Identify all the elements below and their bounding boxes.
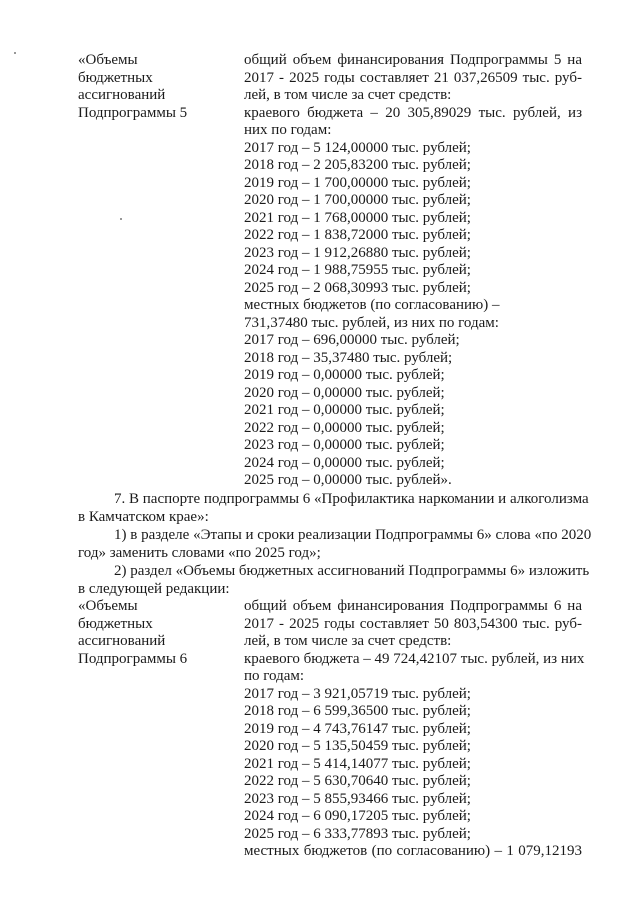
label-line: ассигнований <box>78 633 166 649</box>
scan-speck <box>14 52 16 54</box>
value-line: 2025 год – 6 333,77893 тыс. рублей; <box>244 825 471 842</box>
value-line: 2021 год – 1 768,00000 тыс. рублей; <box>244 209 471 226</box>
value-line: 2019 год – 1 700,00000 тыс. рублей; <box>244 174 471 191</box>
value-line: 2025 год – 0,00000 тыс. рублей». <box>244 472 452 488</box>
paragraph-line: в следующей редакции: <box>78 580 230 597</box>
subprogram-5-budget-table <box>78 52 588 490</box>
paragraph-line: в Камчатском крае»: <box>78 508 209 525</box>
subprogram-6-value <box>244 598 585 861</box>
value-line: них по годам: <box>244 122 332 138</box>
value-line: 2025 год – 2 068,30993 тыс. рублей; <box>244 279 471 296</box>
value-line: общий объем финансирования Подпрограммы 6 на <box>244 598 582 614</box>
label-line: бюджетных <box>78 615 153 632</box>
paragraph-line: 2) раздел «Объемы бюджетных ассигнований Подпрограммы 6» изложить <box>114 563 590 579</box>
label-line: Подпрограммы 6 <box>78 650 188 667</box>
value-line: 2017 год – 3 921,05719 тыс. рублей; <box>244 685 471 702</box>
value-line: 2018 год – 6 599,36500 тыс. рублей; <box>244 703 471 719</box>
value-line: общий объем финансирования Подпрограммы 5 на <box>244 52 582 68</box>
value-line: 2019 год – 0,00000 тыс. рублей; <box>244 367 445 383</box>
value-line: 2022 год – 1 838,72000 тыс. рублей; <box>244 227 471 243</box>
value-line: лей, в том числе за счет средств: <box>244 633 452 649</box>
value-line: 2018 год – 2 205,83200 тыс. рублей; <box>244 157 471 173</box>
value-line: 2023 год – 1 912,26880 тыс. рублей; <box>244 244 471 261</box>
value-line: 2020 год – 5 135,50459 тыс. рублей; <box>244 738 471 754</box>
value-line: краевого бюджета – 49 724,42107 тыс. рублей, из них <box>244 650 585 667</box>
subprogram-5-budget-row <box>78 52 588 490</box>
value-line: местных бюджетов (по согласованию) – 1 079,12193 <box>244 843 582 859</box>
paragraph-line: 1) в разделе «Этапы и сроки реализации Подпрограммы 6» слова «по 2020 <box>114 527 592 543</box>
value-line: 2020 год – 1 700,00000 тыс. рублей; <box>244 192 471 208</box>
value-line: 2018 год – 35,37480 тыс. рублей; <box>244 349 453 366</box>
scan-speck <box>120 218 122 220</box>
value-line: 2021 год – 0,00000 тыс. рублей; <box>244 402 445 418</box>
item-7-1-paragraph <box>78 527 592 562</box>
value-line: по годам: <box>244 668 305 684</box>
paragraph-line: год» заменить словами «по 2025 год»; <box>78 544 321 561</box>
value-line: краевого бюджета – 20 305,89029 тыс. рублей, из <box>244 104 582 121</box>
value-line: 2024 год – 6 090,17205 тыс. рублей; <box>244 808 471 824</box>
value-line: 2017 год – 5 124,00000 тыс. рублей; <box>244 139 471 156</box>
value-line: 731,37480 тыс. рублей, из них по годам: <box>244 314 499 331</box>
value-line: 2024 год – 1 988,75955 тыс. рублей; <box>244 262 471 278</box>
value-line: 2022 год – 0,00000 тыс. рублей; <box>244 419 445 436</box>
value-line: 2022 год – 5 630,70640 тыс. рублей; <box>244 773 471 789</box>
label-line: Подпрограммы 5 <box>78 104 188 121</box>
item-7-2-paragraph <box>78 563 588 598</box>
value-line: 2020 год – 0,00000 тыс. рублей; <box>244 384 445 401</box>
value-line: 2023 год – 0,00000 тыс. рублей; <box>244 437 445 453</box>
subprogram-6-budget-table <box>78 598 588 861</box>
value-line: 2024 год – 0,00000 тыс. рублей; <box>244 454 445 471</box>
subprogram-6-label <box>78 598 244 861</box>
value-line: 2023 год – 5 855,93466 тыс. рублей; <box>244 790 471 807</box>
value-line: лей, в том числе за счет средств: <box>244 87 452 103</box>
value-line: 2017 - 2025 годы составляет 50 803,54300 тыс. руб- <box>244 615 582 632</box>
value-line: 2021 год – 5 414,14077 тыс. рублей; <box>244 755 471 772</box>
subprogram-5-label <box>78 52 244 490</box>
item-7-paragraph <box>78 491 588 526</box>
label-line: ассигнований <box>78 87 166 103</box>
label-line: «Объемы <box>78 598 138 614</box>
subprogram-6-budget-row <box>78 598 588 861</box>
value-line: 2017 год – 696,00000 тыс. рублей; <box>244 332 460 348</box>
label-line: «Объемы <box>78 52 138 68</box>
subprogram-5-value <box>244 52 582 490</box>
paragraph-line: 7. В паспорте подпрограммы 6 «Профилактика наркомании и алкоголизма <box>114 491 589 507</box>
label-line: бюджетных <box>78 69 153 86</box>
value-line: местных бюджетов (по согласованию) – <box>244 297 500 313</box>
value-line: 2017 - 2025 годы составляет 21 037,26509 тыс. руб- <box>244 69 582 86</box>
value-line: 2019 год – 4 743,76147 тыс. рублей; <box>244 720 471 737</box>
